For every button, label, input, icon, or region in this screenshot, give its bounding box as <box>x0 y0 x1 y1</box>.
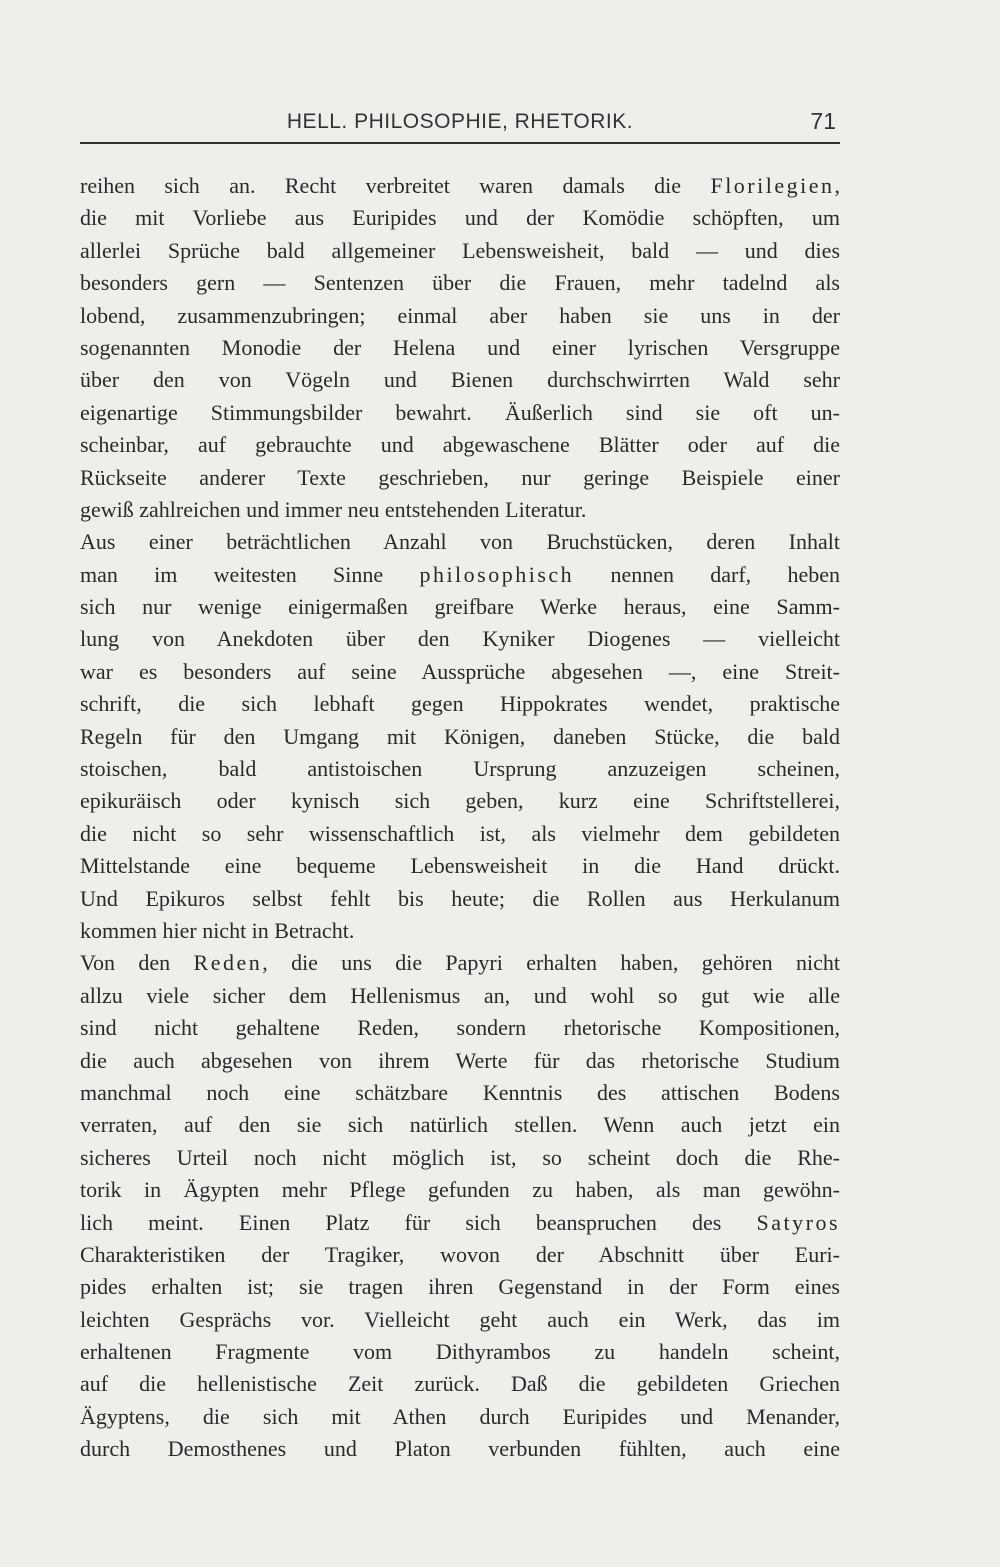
running-head <box>80 104 840 144</box>
spaced-emphasis: Florilegien <box>710 173 835 198</box>
text-line <box>80 1045 840 1077</box>
line-text: die nicht so sehr wissenschaftlich ist, als vielmehr dem gebildeten <box>80 820 840 846</box>
text-line <box>80 915 840 947</box>
text-line <box>80 267 840 299</box>
header-rule <box>80 142 840 144</box>
text-line <box>80 494 840 526</box>
text-line <box>80 462 840 494</box>
text-line <box>80 1336 840 1368</box>
text-line <box>80 526 840 558</box>
line-text: Aus einer beträchtlichen Anzahl von Bruchstücken, deren Inhalt <box>80 529 840 555</box>
text-line <box>80 332 840 364</box>
text-line <box>80 947 840 979</box>
text-line <box>80 429 840 461</box>
line-text: lung von Anekdoten über den Kyniker Diogenes — vielleicht <box>80 626 840 652</box>
text-line <box>80 623 840 655</box>
text-line <box>80 1077 840 1109</box>
text-line <box>80 170 840 202</box>
page-number: 71 <box>810 108 836 134</box>
line-text: Mittelstande eine bequeme Lebensweisheit in die Hand drückt. <box>80 853 840 879</box>
text-line <box>80 364 840 396</box>
line-text: , die uns die Papyri erhalten haben, gehören nicht <box>262 950 840 976</box>
spaced-emphasis: Satyros <box>756 1209 840 1235</box>
line-text: die mit Vorliebe aus Euripides und der Komödie schöpften, um <box>80 205 840 231</box>
line-text: manchmal noch eine schätzbare Kenntnis des attischen Bodens <box>80 1079 840 1105</box>
text-line <box>80 1239 840 1271</box>
line-text: über den von Vögeln und Bienen durchschwirrten Wald sehr <box>80 367 840 393</box>
text-line <box>80 202 840 234</box>
line-text: durch Demosthenes und Platon verbunden fühlten, auch eine <box>80 1436 840 1462</box>
line-text: man im weitesten Sinne <box>80 561 420 587</box>
text-line <box>80 397 840 429</box>
line-text: torik in Ägypten mehr Pflege gefunden zu haben, als man gewöhn- <box>80 1177 840 1203</box>
text-line <box>80 785 840 817</box>
line-text: Charakteristiken der Tragiker, wovon der Abschnitt über Euri- <box>80 1241 840 1267</box>
line-text: erhaltenen Fragmente vom Dithyrambos zu handeln scheint, <box>80 1339 840 1365</box>
line-text: schrift, die sich lebhaft gegen Hippokrates wendet, praktische <box>80 691 840 717</box>
text-line <box>80 1271 840 1303</box>
text-line <box>80 883 840 915</box>
text-line <box>80 559 840 591</box>
line-text: Regeln für den Umgang mit Königen, daneben Stücke, die bald <box>80 723 840 749</box>
spaced-emphasis: Reden <box>193 950 263 976</box>
text-line <box>80 850 840 882</box>
text-line <box>80 1174 840 1206</box>
text-line <box>80 1207 840 1239</box>
text-line <box>80 688 840 720</box>
line-text: nennen darf, heben <box>574 561 840 587</box>
line-text: allerlei Sprüche bald allgemeiner Lebensweisheit, bald — und dies <box>80 237 840 263</box>
text-line <box>80 1109 840 1141</box>
text-line <box>80 1142 840 1174</box>
line-text: sogenannten Monodie der Helena und einer lyrischen Versgruppe <box>80 334 840 360</box>
text-line <box>80 300 840 332</box>
line-text: sicheres Urteil noch nicht möglich ist, so scheint doch die Rhe- <box>80 1144 840 1170</box>
spaced-emphasis: philosophisch <box>419 561 575 587</box>
text-line <box>80 753 840 785</box>
line-text: reihen sich an. Recht verbreitet waren damals die <box>80 173 711 198</box>
line-text: leichten Gesprächs vor. Vielleicht geht auch ein Werk, das im <box>80 1306 840 1332</box>
line-text: Rückseite anderer Texte geschrieben, nur geringe Beispiele einer <box>80 464 840 490</box>
line-text: allzu viele sicher dem Hellenismus an, und wohl so gut wie alle <box>80 982 840 1008</box>
line-text: eigenartige Stimmungsbilder bewahrt. Äußerlich sind sie oft un- <box>80 399 840 425</box>
line-text: war es besonders auf seine Aussprüche abgesehen —, eine Streit- <box>80 658 840 684</box>
line-text: sind nicht gehaltene Reden, sondern rhetorische Kompositionen, <box>80 1015 840 1041</box>
line-text: epikuräisch oder kynisch sich geben, kurz eine Schriftstellerei, <box>80 788 840 814</box>
line-text: lich meint. Einen Platz für sich beanspruchen des <box>80 1209 757 1235</box>
line-text: gewiß zahlreichen und immer neu entstehenden Literatur. <box>80 496 587 522</box>
line-text: Von den <box>80 950 194 976</box>
running-head-title: HELL. PHILOSOPHIE, RHETORIK. <box>286 110 634 133</box>
line-text: sich nur wenige einigermaßen greifbare Werke heraus, eine Samm- <box>80 594 840 620</box>
line-text: pides erhalten ist; sie tragen ihren Gegenstand in der Form eines <box>80 1274 840 1300</box>
text-line <box>80 1368 840 1400</box>
line-text: Ägyptens, die sich mit Athen durch Euripides und Menander, <box>80 1403 840 1429</box>
line-text: auf die hellenistische Zeit zurück. Daß die gebildeten Griechen <box>80 1371 840 1397</box>
line-text: scheinbar, auf gebrauchte und abgewaschene Blätter oder auf die <box>80 432 840 458</box>
text-line <box>80 235 840 267</box>
text-line <box>80 1401 840 1433</box>
line-text: stoischen, bald antistoischen Ursprung anzuzeigen scheinen, <box>80 756 840 782</box>
line-text: verraten, auf den sie sich natürlich stellen. Wenn auch jetzt ein <box>80 1112 840 1138</box>
text-line <box>80 980 840 1012</box>
text-line <box>80 1012 840 1044</box>
text-line <box>80 656 840 688</box>
line-text: lobend, zusammenzubringen; einmal aber haben sie uns in der <box>80 302 840 328</box>
line-text: die auch abgesehen von ihrem Werte für das rhetorische Studium <box>80 1047 840 1073</box>
text-line <box>80 818 840 850</box>
text-line <box>80 1304 840 1336</box>
body-text <box>80 170 840 1466</box>
line-text: , <box>834 173 840 198</box>
text-line <box>80 721 840 753</box>
text-line <box>80 1433 840 1465</box>
line-text: besonders gern — Sentenzen über die Frauen, mehr tadelnd als <box>80 270 840 296</box>
text-line <box>80 591 840 623</box>
line-text: Und Epikuros selbst fehlt bis heute; die Rollen aus Herkulanum <box>80 885 840 911</box>
line-text: kommen hier nicht in Betracht. <box>80 917 355 943</box>
